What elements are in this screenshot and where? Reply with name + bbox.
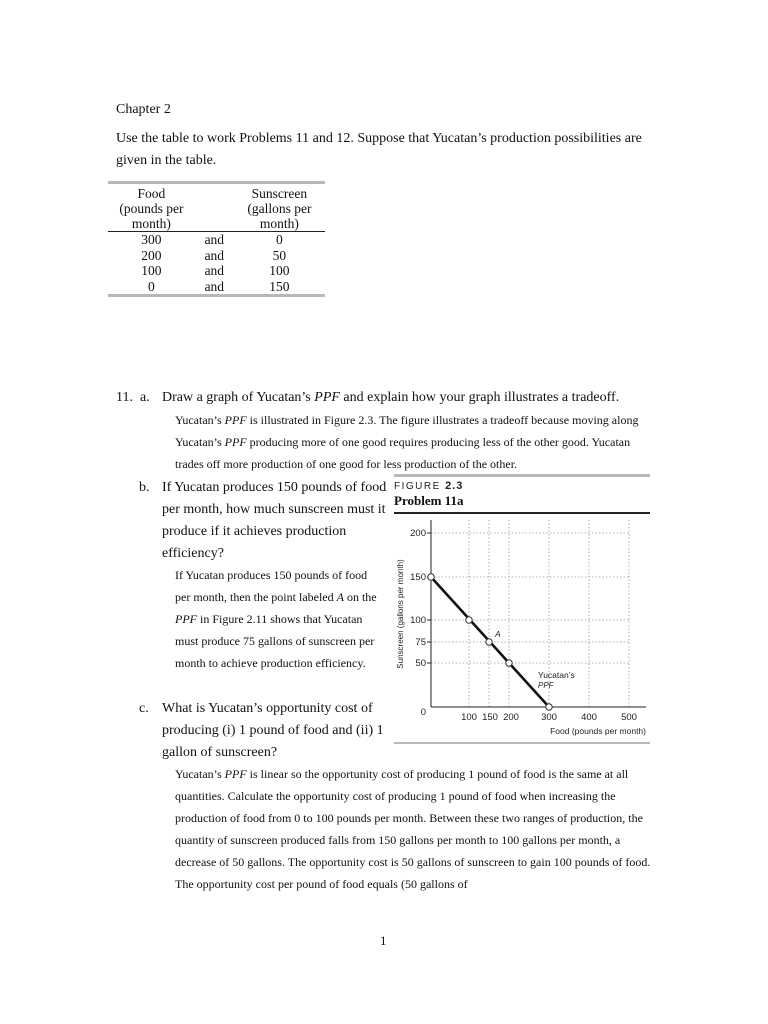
cell-sunscreen: 100 bbox=[269, 263, 290, 278]
col-header-sunscreen: Sunscreen (gallons per month) bbox=[247, 186, 312, 231]
y-tick-labels bbox=[410, 528, 426, 718]
chapter-heading: Chapter 2 bbox=[116, 102, 171, 117]
point-a-label: A bbox=[495, 629, 501, 639]
cell-sunscreen: 50 bbox=[272, 247, 287, 263]
cell-joiner: and bbox=[204, 263, 225, 278]
question-11a: Draw a graph of Yucatan’s PPF and explain how your graph illustrates a tradeoff. bbox=[162, 390, 620, 405]
cell-sunscreen: 150 bbox=[269, 278, 290, 294]
grid-lines bbox=[431, 520, 629, 707]
cell-joiner: and bbox=[204, 247, 225, 263]
svg-text:150: 150 bbox=[410, 572, 426, 583]
ppf-label: Yucatan’s bbox=[538, 670, 575, 680]
x-axis-title: Food (pounds per month) bbox=[550, 726, 646, 736]
ppf-chart bbox=[394, 474, 650, 744]
svg-text:150: 150 bbox=[482, 712, 498, 723]
cell-food: 100 bbox=[141, 263, 162, 278]
svg-text:200: 200 bbox=[503, 712, 519, 723]
col-header-joiner bbox=[195, 184, 234, 232]
svg-text:400: 400 bbox=[581, 712, 597, 723]
svg-text:50: 50 bbox=[415, 658, 426, 669]
cell-food: 0 bbox=[148, 278, 155, 294]
intro-paragraph: Use the table to work Problems 11 and 12. Suppose that Yucatan’s production possibilities are given in the table. bbox=[116, 131, 642, 168]
cell-joiner: and bbox=[204, 232, 225, 247]
answer-11a: Yucatan’s PPF is illustrated in Figure 2.3. The figure illustrates a tradeoff because moving along Yucatan’s PPF producing more of one good requires producing less of the other good. Yucatan trades off more production of one good for less production of the other. bbox=[175, 413, 639, 471]
svg-text:500: 500 bbox=[621, 712, 637, 723]
svg-text:200: 200 bbox=[410, 528, 426, 539]
cell-joiner: and bbox=[204, 278, 225, 294]
svg-text:100: 100 bbox=[461, 712, 477, 723]
svg-text:0: 0 bbox=[420, 707, 426, 718]
axes bbox=[427, 520, 646, 707]
table-row bbox=[108, 279, 325, 295]
ppf-label-em: PPF bbox=[538, 681, 554, 690]
question-11c: What is Yucatan’s opportunity cost of producing (i) 1 pound of food and (ii) 1 gallon of sunscreen? bbox=[162, 701, 384, 760]
cell-food: 300 bbox=[141, 232, 162, 247]
table-row bbox=[108, 263, 325, 279]
table-row bbox=[108, 248, 325, 264]
answer-11c: Yucatan’s PPF is linear so the opportunity cost of producing 1 pound of food is the same at all quantities. Calculate the opportunity cost of producing 1 pound of food when increasing the production of food from 0 to 100 pounds per month. Between these two ranges of production, the quantity of sunscreen produced falls from 150 gallons per month to 100 gallons per month, a decrease of 50 gallons. The opportunity cost is 50 gallons of sunscreen to gain 100 pounds of food. The opportunity cost per pound of food equals (50 gallons of bbox=[175, 767, 651, 891]
svg-text:75: 75 bbox=[415, 637, 426, 648]
y-axis-title: Sunscreen (gallons per month) bbox=[396, 559, 405, 669]
cell-food: 200 bbox=[141, 247, 162, 263]
cell-sunscreen: 0 bbox=[276, 232, 283, 247]
question-11b: If Yucatan produces 150 pounds of food per month, how much sunscreen must it produce if it achieves production efficiency? bbox=[162, 480, 387, 561]
page-number: 1 bbox=[380, 933, 387, 948]
figure-label: FIGURE 2.3 bbox=[394, 480, 464, 492]
answer-11b: If Yucatan produces 150 pounds of food per month, then the point labeled A on the PPF in Figure 2.11 shows that Yucatan must produce 75 gallons of sunscreen per month to achieve production efficiency. bbox=[175, 568, 377, 670]
table-row bbox=[108, 232, 325, 248]
svg-text:300: 300 bbox=[541, 712, 557, 723]
figure-title: Problem 11a bbox=[394, 493, 464, 508]
col-header-food: Food (pounds per month) bbox=[119, 186, 184, 231]
production-possibilities-table bbox=[108, 181, 325, 297]
figure-2-3 bbox=[394, 474, 650, 744]
x-tick-labels bbox=[461, 712, 637, 723]
question-label-c: c. bbox=[139, 701, 149, 716]
question-number: 11. a. bbox=[116, 390, 150, 405]
svg-text:100: 100 bbox=[410, 615, 426, 626]
question-label-b: b. bbox=[139, 480, 150, 495]
